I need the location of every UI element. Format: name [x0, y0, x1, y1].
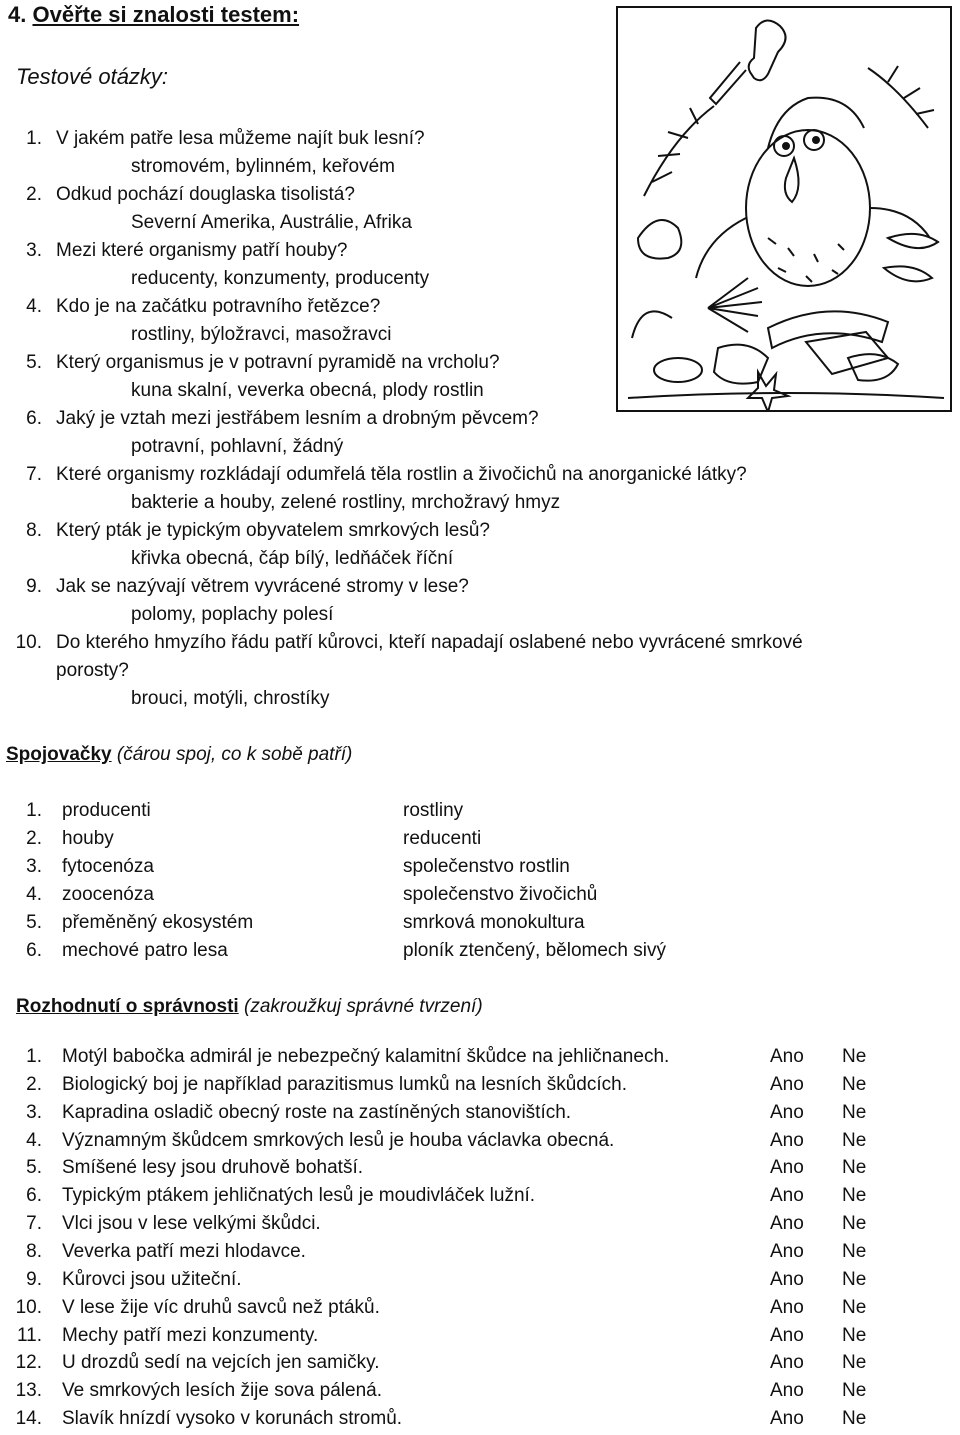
true-false-row — [0, 1102, 960, 1129]
true-false-row — [0, 1046, 960, 1073]
question-text: Odkud pochází douglaska tisolistá? — [56, 184, 355, 205]
question-text: Které organismy rozkládají odumřelá těla rostlin a živočichů na anorganické látky? — [56, 464, 747, 485]
answer-yes[interactable]: Ano — [770, 1408, 804, 1430]
answer-options: křivka obecná, čáp bílý, ledňáček říční — [131, 548, 454, 569]
statement-number: 8. — [26, 1240, 42, 1262]
matching-right-term[interactable]: smrková monokultura — [403, 912, 585, 933]
answer-options: rostliny, býložravci, masožravci — [131, 324, 392, 345]
matching-row — [0, 884, 960, 911]
true-false-title: Rozhodnutí o správnosti — [16, 996, 239, 1017]
matching-left-term[interactable]: zoocenóza — [62, 884, 154, 905]
answer-yes[interactable]: Ano — [770, 1324, 804, 1346]
answer-no[interactable]: Ne — [842, 1268, 867, 1290]
matching-row — [0, 800, 960, 827]
question-text: Který organismus je v potravní pyramidě na vrcholu? — [56, 352, 500, 373]
answer-yes[interactable]: Ano — [770, 1129, 804, 1151]
statement-number: 5. — [26, 1157, 42, 1179]
answer-options: polomy, poplachy polesí — [131, 604, 334, 625]
answer-options: stromovém, bylinném, keřovém — [131, 156, 395, 177]
statement-text: Typickým ptákem jehličnatých lesů je moudivláček lužní. — [62, 1185, 536, 1207]
question-text: Kdo je na začátku potravního řetězce? — [56, 296, 381, 317]
answer-yes[interactable]: Ano — [770, 1380, 804, 1402]
section-number: 4. — [8, 2, 27, 27]
statement-number: 12. — [15, 1352, 42, 1374]
test-questions-title: Testové otázky: — [16, 64, 169, 89]
matching-right-term[interactable]: rostliny — [403, 800, 464, 821]
answer-yes[interactable]: Ano — [770, 1268, 804, 1290]
matching-number: 2. — [26, 828, 42, 849]
answer-yes[interactable]: Ano — [770, 1157, 804, 1179]
question-text: Do kterého hmyzího řádu patří kůrovci, kteří napadají oslabené nebo vyvrácené smrkové — [56, 632, 803, 653]
answer-no[interactable]: Ne — [842, 1324, 867, 1346]
statement-text: Slavík hnízdí vysoko v korunách stromů. — [62, 1408, 403, 1430]
answer-yes[interactable]: Ano — [770, 1296, 804, 1318]
statement-number: 14. — [15, 1408, 42, 1430]
statement-text: U drozdů sedí na vejcích jen samičky. — [62, 1352, 380, 1374]
answer-yes[interactable]: Ano — [770, 1185, 804, 1207]
question-row — [0, 352, 960, 378]
matching-left-term[interactable]: mechové patro lesa — [62, 940, 228, 961]
question-number: 3. — [26, 240, 42, 261]
statement-number: 1. — [26, 1046, 42, 1067]
answer-no[interactable]: Ne — [842, 1101, 867, 1123]
question-row — [0, 632, 960, 658]
matching-left-term[interactable]: producenti — [62, 800, 151, 821]
statement-text: Kapradina osladič obecný roste na zastíněných stanovištích. — [62, 1101, 572, 1123]
matching-right-term[interactable]: reducenti — [403, 828, 482, 849]
matching-row — [0, 856, 960, 883]
statement-text: Kůrovci jsou užiteční. — [62, 1268, 242, 1290]
matching-heading — [6, 744, 352, 766]
statement-text: V lese žije víc druhů savců než ptáků. — [62, 1296, 380, 1318]
matching-title: Spojovačky — [6, 744, 112, 765]
answer-no[interactable]: Ne — [842, 1046, 867, 1067]
true-false-row — [0, 1352, 960, 1379]
true-false-instruction: (zakroužkuj správné tvrzení) — [244, 996, 483, 1017]
answer-yes[interactable]: Ano — [770, 1352, 804, 1374]
statement-number: 13. — [15, 1380, 42, 1402]
true-false-row — [0, 1241, 960, 1268]
matching-row — [0, 828, 960, 855]
question-text: Mezi které organismy patří houby? — [56, 240, 348, 261]
question-number: 10. — [15, 632, 42, 653]
question-number: 2. — [26, 184, 42, 205]
statement-number: 10. — [15, 1296, 42, 1318]
statement-text: Veverka patří mezi hlodavce. — [62, 1240, 306, 1262]
matching-right-term[interactable]: společenstvo živočichů — [403, 884, 598, 905]
true-false-row — [0, 1325, 960, 1352]
statement-number: 6. — [26, 1185, 42, 1207]
matching-number: 6. — [26, 940, 42, 961]
question-text: Jaký je vztah mezi jestřábem lesním a drobným pěvcem? — [56, 408, 539, 429]
question-number: 7. — [26, 464, 42, 485]
statement-text: Biologický boj je například parazitismus lumků na lesních škůdcích. — [62, 1073, 627, 1095]
matching-right-term[interactable]: ploník ztenčený, bělomech sivý — [403, 940, 666, 961]
statement-text: Významným škůdcem smrkových lesů je houba václavka obecná. — [62, 1129, 615, 1151]
answer-options: kuna skalní, veverka obecná, plody rostlin — [131, 380, 484, 401]
statement-text: Vlci jsou v lese velkými škůdci. — [62, 1213, 321, 1235]
statement-number: 3. — [26, 1101, 42, 1123]
question-text: V jakém patře lesa můžeme najít buk lesní? — [56, 128, 425, 149]
answer-options: potravní, pohlavní, žádný — [131, 436, 344, 457]
question-row — [0, 576, 960, 602]
question-row — [0, 296, 960, 322]
matching-number: 5. — [26, 912, 42, 933]
answer-options: brouci, motýli, chrostíky — [131, 688, 330, 709]
answer-yes[interactable]: Ano — [770, 1046, 804, 1067]
answer-yes[interactable]: Ano — [770, 1101, 804, 1123]
true-false-row — [0, 1297, 960, 1324]
question-number: 8. — [26, 520, 42, 541]
answer-no[interactable]: Ne — [842, 1157, 867, 1179]
true-false-row — [0, 1130, 960, 1157]
answer-no[interactable]: Ne — [842, 1213, 867, 1235]
section-title: Ověřte si znalosti testem: — [32, 2, 300, 27]
true-false-row — [0, 1380, 960, 1407]
question-number: 4. — [26, 296, 42, 317]
matching-number: 4. — [26, 884, 42, 905]
statement-number: 4. — [26, 1129, 42, 1151]
matching-right-term[interactable]: společenstvo rostlin — [403, 856, 570, 877]
matching-number: 1. — [26, 800, 42, 821]
true-false-row — [0, 1269, 960, 1296]
answer-no[interactable]: Ne — [842, 1380, 867, 1402]
matching-left-term[interactable]: houby — [62, 828, 114, 849]
question-text: Jak se nazývají větrem vyvrácené stromy v lese? — [56, 576, 469, 597]
statement-number: 7. — [26, 1213, 42, 1235]
question-number: 6. — [26, 408, 42, 429]
answer-no[interactable]: Ne — [842, 1129, 867, 1151]
question-text-continued: porosty? — [56, 660, 129, 681]
question-row — [0, 240, 960, 266]
statement-text: Mechy patří mezi konzumenty. — [62, 1324, 319, 1346]
true-false-heading — [16, 996, 483, 1018]
question-number: 9. — [26, 576, 42, 597]
question-row — [0, 464, 960, 490]
answer-options: reducenty, konzumenty, producenty — [131, 268, 430, 289]
statement-text: Motýl babočka admirál je nebezpečný kalamitní škůdce na jehličnanech. — [62, 1046, 670, 1067]
answer-yes[interactable]: Ano — [770, 1213, 804, 1235]
answer-options: bakterie a houby, zelené rostliny, mrchožravý hmyz — [131, 492, 561, 513]
answer-yes[interactable]: Ano — [770, 1073, 804, 1095]
answer-options: Severní Amerika, Austrálie, Afrika — [131, 212, 412, 233]
true-false-row — [0, 1074, 960, 1101]
question-row — [0, 184, 960, 210]
answer-no[interactable]: Ne — [842, 1296, 867, 1318]
statement-text: Ve smrkových lesích žije sova pálená. — [62, 1380, 382, 1402]
question-number: 1. — [26, 128, 42, 149]
answer-no[interactable]: Ne — [842, 1408, 867, 1430]
answer-no[interactable]: Ne — [842, 1240, 867, 1262]
question-row — [0, 520, 960, 546]
answer-no[interactable]: Ne — [842, 1073, 867, 1095]
matching-number: 3. — [26, 856, 42, 877]
matching-instruction: (čárou spoj, co k sobě patří) — [116, 744, 353, 765]
section-heading — [8, 2, 299, 28]
statement-number: 11. — [16, 1324, 42, 1346]
statement-number: 2. — [26, 1073, 42, 1095]
true-false-row — [0, 1408, 960, 1435]
matching-left-term[interactable]: přeměněný ekosystém — [62, 912, 254, 933]
matching-row — [0, 912, 960, 939]
matching-left-term[interactable]: fytocenóza — [62, 856, 154, 877]
question-row — [0, 408, 960, 434]
matching-row — [0, 940, 960, 967]
true-false-row — [0, 1213, 960, 1240]
question-row — [0, 128, 960, 154]
answer-no[interactable]: Ne — [842, 1185, 867, 1207]
statement-text: Smíšené lesy jsou druhově bohatší. — [62, 1157, 364, 1179]
statement-number: 9. — [26, 1268, 42, 1290]
true-false-row — [0, 1157, 960, 1184]
true-false-row — [0, 1185, 960, 1212]
question-text: Který pták je typickým obyvatelem smrkových lesů? — [56, 520, 490, 541]
answer-yes[interactable]: Ano — [770, 1240, 804, 1262]
question-number: 5. — [26, 352, 42, 373]
answer-no[interactable]: Ne — [842, 1352, 867, 1374]
